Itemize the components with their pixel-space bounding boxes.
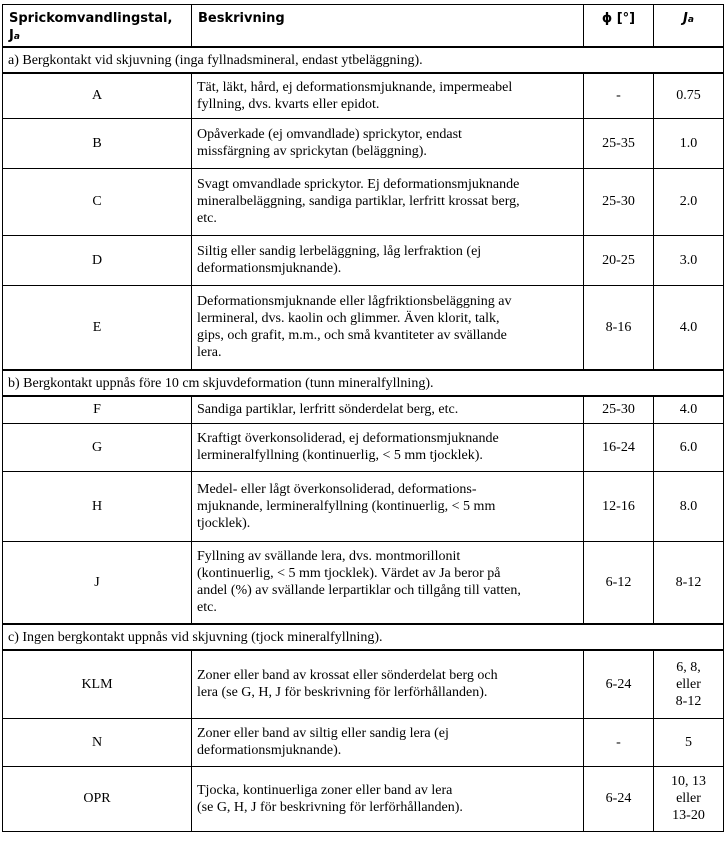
row-ja: [654, 423, 724, 471]
row-phi: 6-24: [584, 650, 654, 718]
description-line: Zoner eller band av siltig eller sandig lera (ej: [197, 726, 449, 741]
row-description: [192, 541, 584, 624]
description-line: (kontinuerlig, < 5 mm tjocklek). Värdet av Ja beror på: [197, 566, 501, 582]
description-line: lera.: [197, 345, 222, 361]
joint-alteration-table: [2, 4, 724, 832]
ja-value-line: eller: [676, 791, 701, 806]
description-line: Deformationsmjuknande eller lågfriktionsbeläggning av: [197, 294, 512, 310]
row-code: A: [3, 73, 192, 118]
row-code: N: [3, 718, 192, 766]
row-phi: 6-24: [584, 766, 654, 831]
section-title: c) Ingen bergkontakt uppnås vid skjuvning (tjock mineralfyllning).: [3, 624, 724, 650]
ja-value-line: 4.0: [679, 402, 698, 418]
table-row: [3, 471, 724, 541]
ja-value-line: eller: [676, 676, 701, 692]
section-row: [3, 624, 724, 650]
description-line: etc.: [197, 600, 217, 616]
description-line: lermineralfyllning (kontinuerlig, < 5 mm tjocklek).: [197, 448, 483, 463]
header-description: Beskrivning: [192, 5, 584, 48]
row-description: [192, 718, 584, 766]
row-phi: 8-16: [584, 285, 654, 370]
ja-value-line: 1.0: [679, 135, 698, 151]
ja-value-line: 10, 13: [671, 774, 706, 789]
header-row: [3, 5, 724, 48]
description-line: Fyllning av svällande lera, dvs. montmorillonit: [197, 549, 461, 565]
description-line: Svagt omvandlade sprickytor. Ej deformationsmjuknande: [197, 177, 520, 192]
description-line: Tät, läkt, hård, ej deformationsmjuknande, impermeabel: [197, 79, 513, 95]
section-row: [3, 370, 724, 396]
section-row: [3, 47, 724, 73]
row-code: C: [3, 168, 192, 235]
row-ja: [654, 718, 724, 766]
table-row: [3, 118, 724, 168]
row-description: [192, 235, 584, 285]
ja-value-line: 2.0: [679, 194, 698, 209]
description-line: deformationsmjuknande).: [197, 261, 342, 276]
row-description: [192, 396, 584, 423]
row-ja: [654, 396, 724, 423]
header-code: Sprickomvandlingstal, Ja: [3, 5, 192, 48]
section-title: a) Bergkontakt vid skjuvning (inga fyllnadsmineral, endast ytbeläggning).: [3, 47, 724, 73]
table-row: [3, 396, 724, 423]
row-phi: 16-24: [584, 423, 654, 471]
row-code: F: [3, 396, 192, 423]
row-phi: -: [584, 73, 654, 118]
description-line: Siltig eller sandig lerbeläggning, låg lerfraktion (ej: [197, 244, 482, 259]
row-phi: 12-16: [584, 471, 654, 541]
row-code: E: [3, 285, 192, 370]
description-line: andel (%) av svällande lerpartiklar och tillgång till vatten,: [197, 583, 521, 599]
description-line: lermineral, dvs. kaolin och glimmer. Även klorit, talk,: [197, 311, 500, 327]
row-description: [192, 423, 584, 471]
row-description: [192, 471, 584, 541]
header-phi: ɸ [°]: [584, 5, 654, 48]
table-row: [3, 541, 724, 624]
row-phi: 25-30: [584, 168, 654, 235]
ja-value-line: 4.0: [679, 319, 698, 335]
description-line: Tjocka, kontinuerliga zoner eller band av lera: [197, 782, 453, 798]
description-line: Zoner eller band av krossat eller sönderdelat berg och: [197, 668, 498, 684]
description-line: Opåverkade (ej omvandlade) sprickytor, endast: [197, 127, 462, 142]
row-description: [192, 285, 584, 370]
ja-value-line: 6, 8,: [676, 659, 701, 675]
row-code: KLM: [3, 650, 192, 718]
row-phi: -: [584, 718, 654, 766]
description-line: (se G, H, J för beskrivning för lerförhållanden).: [197, 799, 463, 815]
row-ja: [654, 541, 724, 624]
header-code-symbol: J: [9, 28, 14, 43]
table-body: [3, 47, 724, 831]
description-line: mineralbeläggning, sandiga partiklar, lerfritt krossat berg,: [197, 194, 520, 209]
row-description: [192, 118, 584, 168]
row-ja: [654, 168, 724, 235]
description-line: etc.: [197, 211, 217, 226]
header-ja: Ja: [654, 5, 724, 48]
description-line: fyllning, dvs. kvarts eller epidot.: [197, 96, 380, 112]
row-phi: 25-35: [584, 118, 654, 168]
row-code: OPR: [3, 766, 192, 831]
description-line: Kraftigt överkonsoliderad, ej deformationsmjuknande: [197, 431, 499, 446]
row-ja: [654, 285, 724, 370]
header-code-subscript: a: [13, 32, 20, 42]
table-row: [3, 235, 724, 285]
row-ja: [654, 471, 724, 541]
table-row: [3, 73, 724, 118]
ja-value-line: 8.0: [679, 498, 698, 514]
row-ja: [654, 650, 724, 718]
description-line: lera (se G, H, J för beskrivning för lerförhållanden).: [197, 685, 488, 701]
description-line: missfärgning av sprickytan (beläggning).: [197, 144, 427, 159]
row-code: J: [3, 541, 192, 624]
description-line: Medel- eller lågt överkonsoliderad, deformations-: [197, 481, 477, 497]
row-phi: 25-30: [584, 396, 654, 423]
description-line: deformationsmjuknande).: [197, 743, 342, 758]
description-line: gips, och grafit, m.m., och små kvantiteter av svällande: [197, 328, 507, 344]
row-code: G: [3, 423, 192, 471]
table-row: [3, 168, 724, 235]
description-line: tjocklek).: [197, 515, 251, 531]
section-title: b) Bergkontakt uppnås före 10 cm skjuvdeformation (tunn mineralfyllning).: [3, 370, 724, 396]
row-code: B: [3, 118, 192, 168]
ja-value-line: 13-20: [672, 808, 705, 823]
row-description: [192, 766, 584, 831]
row-ja: [654, 766, 724, 831]
description-line: mjuknande, lermineralfyllning (kontinuerlig, < 5 mm: [197, 498, 496, 514]
ja-value-line: 3.0: [679, 252, 698, 268]
row-phi: 6-12: [584, 541, 654, 624]
row-ja: [654, 235, 724, 285]
row-code: D: [3, 235, 192, 285]
row-code: H: [3, 471, 192, 541]
row-ja: [654, 73, 724, 118]
table-row: [3, 650, 724, 718]
ja-value-line: 8-12: [675, 693, 702, 709]
ja-value-line: 6.0: [679, 439, 698, 455]
table-row: [3, 766, 724, 831]
row-description: [192, 168, 584, 235]
row-phi: 20-25: [584, 235, 654, 285]
row-description: [192, 73, 584, 118]
table-row: [3, 423, 724, 471]
ja-value-line: 0.75: [676, 88, 701, 104]
ja-value-line: 8-12: [675, 574, 702, 590]
row-description: [192, 650, 584, 718]
description-line: Sandiga partiklar, lerfritt sönderdelat berg, etc.: [197, 402, 459, 418]
row-ja: [654, 118, 724, 168]
table-row: [3, 718, 724, 766]
table-row: [3, 285, 724, 370]
ja-value-line: 5: [685, 734, 692, 750]
